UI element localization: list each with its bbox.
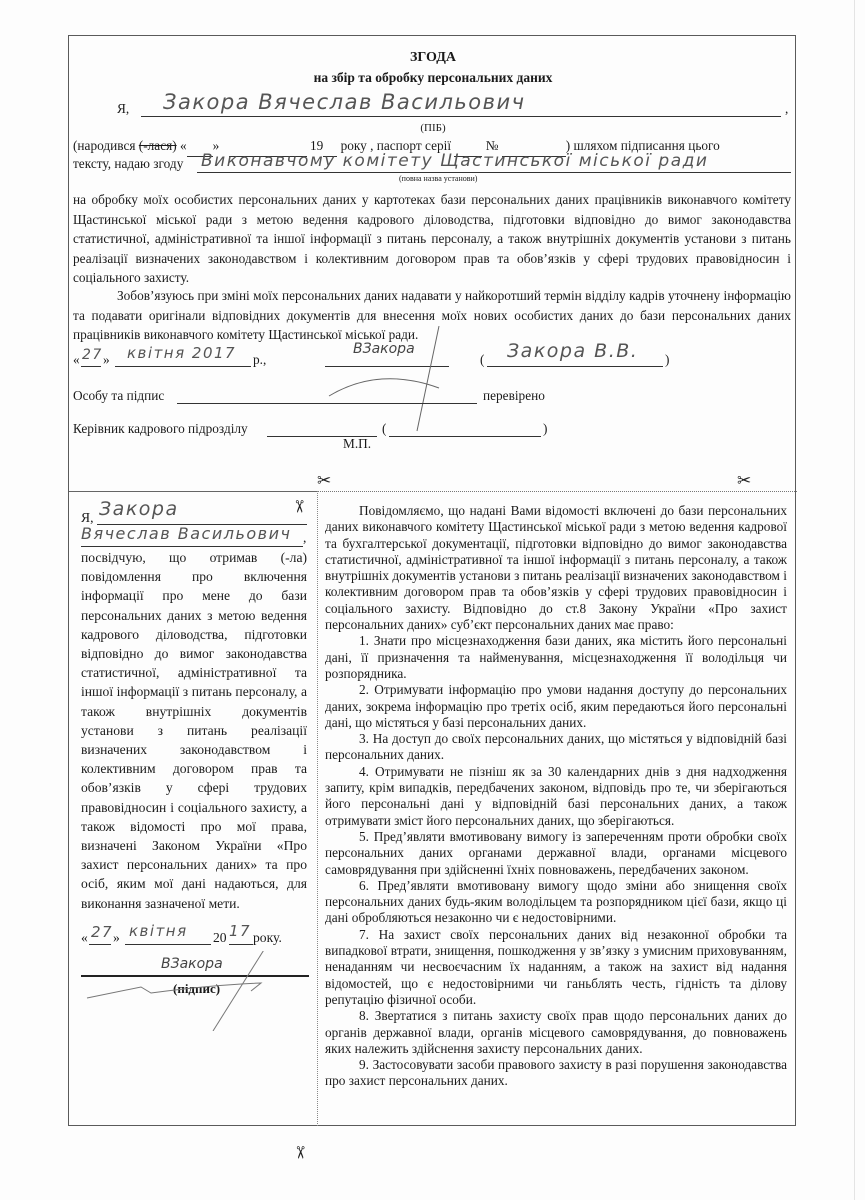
page-edge xyxy=(854,0,855,1200)
hr-head-name-field[interactable] xyxy=(389,419,541,437)
obligation-paragraph: Зобов’язуюсь при зміні моїх персональних даних надавати у найкоротший термін відділу кадрів уточнену інформацію та подавати оригінали відповідних документів для внесення моїх нових особистих даних до бази персональних даних працівників виконавчого комітету Щастинської міської ради. xyxy=(73,288,791,342)
signature-handwritten: ВЗакора xyxy=(353,341,415,357)
tear-off-signature-block xyxy=(81,951,307,1011)
tear-off-day-handwritten: 27 xyxy=(91,922,114,941)
born-fem-struck: (-лася) xyxy=(138,138,177,153)
right-item: 2. Отримувати інформацію про умови надання доступу до персональних даних, зокрема інформацію про третіх осіб, яким передаються його персональні дані, що містяться у базі персональних даних. xyxy=(325,682,787,730)
consent-line-label: тексту, надаю згоду xyxy=(73,156,184,171)
tear-off-date-open-quote: « xyxy=(81,929,88,945)
notice-intro: Повідомляємо, що надані Вами відомості включені до бази персональних даних виконавчого комітету Щастинської міської ради з метою ведення кадрової та бухгалтерської документації, підготовки відповідно до вимог законодавства статистичної, адміністративної та іншої інформації з питань персоналу, а також внутрішніх документів установи з питань реалізації визначених законодавством і колективним договором прав та обов’язків у сфері трудових правовідносин і соціального захисту. Відповідно до ст.8 Закону України «Про захист персональних даних» суб’єкт персональних даних має право: xyxy=(325,503,787,633)
date-open-quote: « xyxy=(73,352,80,367)
institution-caption: (повна назва установи) xyxy=(399,174,478,183)
date-month-year-field[interactable] xyxy=(115,344,251,367)
tear-off-i-label: Я, xyxy=(81,510,94,525)
short-name-close-paren: ) xyxy=(665,352,670,367)
short-name-field[interactable] xyxy=(487,340,663,367)
year-prefix: 19 xyxy=(309,138,324,153)
tear-off-date-row xyxy=(81,921,307,949)
tear-off-date-close-quote: » xyxy=(113,929,120,945)
short-name-handwritten: Закора В.В. xyxy=(507,340,639,362)
tear-off-year-prefix: 20 xyxy=(213,929,227,945)
right-item: 6. Пред’являти вмотивовану вимогу щодо зміни або знищення своїх персональних даних будь-яким володільцем та розпорядником цієї бази, якщо ці дані обробляються незаконно чи є недостовірними. xyxy=(325,877,787,926)
tear-off-year-field[interactable] xyxy=(229,921,253,945)
hr-head-open-paren: ( xyxy=(382,421,387,436)
document-title: ЗГОДА xyxy=(410,50,456,65)
short-name-open-paren: ( xyxy=(480,352,485,367)
date-month-year-handwritten: квітня 2017 xyxy=(127,344,237,362)
document-subtitle: на збір та обробку персональних даних xyxy=(313,70,553,85)
full-name-field[interactable] xyxy=(141,90,781,117)
cut-line-left xyxy=(69,491,318,492)
tear-off-signature-handwritten: ВЗакора xyxy=(161,955,223,972)
tear-off-year-suffix: року. xyxy=(253,929,282,945)
name-comma: , xyxy=(785,101,789,116)
date-year-suffix: р., xyxy=(253,352,267,367)
tear-off-surname-field[interactable] xyxy=(97,498,307,525)
right-item: 1. Знати про місцезнаходження бази даних, яка містить його персональні дані, її призначення та найменування, місцезнаходження її володільця чи розпорядника. xyxy=(325,633,787,681)
date-day-field[interactable] xyxy=(81,348,101,367)
verified-signature-field[interactable] xyxy=(177,386,477,404)
cut-line-right xyxy=(318,491,797,492)
i-label: Я, xyxy=(117,101,130,116)
tear-off-month-handwritten: квітня xyxy=(129,921,188,940)
close-quote: » xyxy=(212,138,220,153)
verified-label: Особу та підпис xyxy=(73,388,165,403)
tear-off-year-handwritten: 17 xyxy=(229,921,252,940)
open-quote: « xyxy=(179,138,187,153)
consent-paragraph: на обробку моїх особистих персональних даних у картотеках бази персональних даних працівників виконавчого комітету Щастинської міської ради з метою ведення кадрового діловодства, підготовки відповідно до вимог законодавства статистичної, адміністративної та іншої інформації з питань персоналу, а також внутрішніх документів установи з питань реалізації визначених законодавством і колективним договором прав та обов’язків у сфері трудових правовідносин і соціального захисту. xyxy=(73,192,791,285)
tear-off-month-field[interactable] xyxy=(125,921,211,945)
institution-handwritten: Виконавчому комітету Щастинської міської ради xyxy=(201,151,709,171)
right-item: 9. Застосовувати засоби правового захисту в разі порушення законодавства про захист персональних даних. xyxy=(325,1057,787,1089)
signing-tail: ) шляхом підписання цього xyxy=(565,138,720,153)
right-item: 3. На доступ до своїх персональних даних, що містяться у відповідній базі персональних даних. xyxy=(325,731,787,763)
full-name-handwritten: Закора Вячеслав Васильович xyxy=(163,90,526,114)
tear-off-given-names-handwritten: Вячеслав Васильович xyxy=(81,524,292,543)
date-close-quote: » xyxy=(103,352,110,367)
tear-off-acknowledgement xyxy=(81,498,307,1011)
tear-off-signature-flourish xyxy=(81,951,311,1031)
right-item: 5. Пред’являти вмотивовану вимогу із запереченням проти обробки своїх персональних даних органами державної влади, органами місцевого самоврядування при здійсненні їхніх повноважень, передбачених законом. xyxy=(325,828,787,877)
scissors-icon: ✂ xyxy=(317,471,332,491)
scissors-icon: ✂ xyxy=(289,1145,310,1160)
scissors-icon: ✂ xyxy=(288,499,309,514)
hr-head-close-paren: ) xyxy=(543,421,548,436)
tear-off-name-comma: , xyxy=(303,530,307,545)
tear-off-day-field[interactable] xyxy=(89,922,114,945)
date-day-handwritten: 27 xyxy=(82,347,103,363)
tear-off-signature-caption: (підпис) xyxy=(173,980,221,996)
stamp-label: М.П. xyxy=(343,436,372,451)
scissors-icon: ✂ xyxy=(737,471,752,491)
tear-off-given-names-field[interactable] xyxy=(81,526,303,547)
consent-form-frame xyxy=(68,35,796,1126)
number-sign: № xyxy=(485,138,499,153)
right-item: 4. Отримувати не пізніш як за 30 календарних днів з дня надходження запиту, крім випадків, передбачених законом, відповідь про те, чи зберігаються його персональні дані у відповідній базі персональних даних, а також отримувати зміст його персональних даних, що зберігаються. xyxy=(325,763,787,828)
cut-line-vertical xyxy=(317,491,318,1126)
institution-field[interactable] xyxy=(197,151,791,173)
born-label: (народився xyxy=(73,138,136,153)
hr-head-label: Керівник кадрового підрозділу xyxy=(73,421,248,436)
rights-notice xyxy=(325,503,787,1090)
pib-caption: (ПІБ) xyxy=(420,122,446,134)
tear-off-surname-handwritten: Закора xyxy=(99,498,179,520)
right-item: 7. На захист своїх персональних даних від незаконної обробки та випадкової втрати, знищення, пошкодження у зв’язку з умисним приховуванням, ненаданням чи несвоєчасним їх наданням, а також на захист від надання відомостей, що є недостовірними чи ганьблять честь, гідність та ділову репутацію фізичної особи. xyxy=(325,926,787,1007)
right-item: 8. Звертатися з питань захисту своїх прав щодо персональних даних до органів державної влади, органів місцевого самоврядування, до повноважень яких належить здійснення захисту персональних даних. xyxy=(325,1008,787,1056)
year-passport-label: року , паспорт серії xyxy=(340,138,452,153)
verified-suffix: перевірено xyxy=(483,388,545,403)
tear-off-body: посвідчую, що отримав (-ла) повідомлення про включення інформації про мене до бази персональних даних з метою ведення кадрового діловодства, підготовки відповідно до вимог законодавства статистичної, адміністративної та іншої інформації з питань персоналу, а також внутрішніх документів установи з питань реалізації визначених законодавством і колективним договором прав та обов’язків у сфері трудових правовідносин і соціального захисту, а також відомості про мої права, визначені Законом України «Про захист персональних даних» та про осіб, яким мої дані надаються, для виконання зазначеної мети. xyxy=(81,550,307,911)
